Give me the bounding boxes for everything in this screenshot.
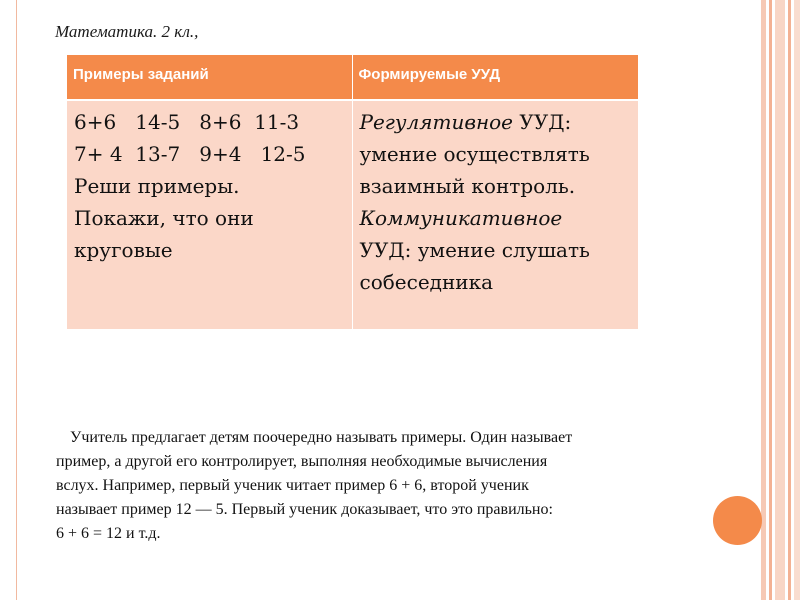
- header-uud: Формируемые УУД: [352, 55, 638, 100]
- examples-line: 6+6 14-5 8+6 11-3: [74, 110, 300, 134]
- paragraph-line: 6 + 6 = 12 и т.д.: [56, 525, 161, 542]
- description-paragraph: [56, 426, 716, 546]
- communicative-desc: собеседника: [359, 270, 494, 294]
- task-line: Реши примеры.: [74, 174, 240, 198]
- table-header-row: [67, 55, 638, 100]
- task-line: круговые: [74, 238, 173, 262]
- communicative-label: Коммуникативное: [359, 206, 563, 230]
- regulative-suffix: УУД:: [513, 110, 572, 134]
- header-examples: Примеры заданий: [67, 55, 352, 100]
- paragraph-line: пример, а другой его контролирует, выполняя необходимые вычисления: [56, 453, 548, 470]
- examples-line: 7+ 4 13-7 9+4 12-5: [74, 142, 306, 166]
- decorative-side-stripes: [761, 0, 800, 600]
- examples-cell: [67, 100, 352, 329]
- paragraph-line: вслух. Например, первый ученик читает пример 6 + 6, второй ученик: [56, 477, 529, 494]
- regulative-desc: умение осуществлять: [359, 142, 590, 166]
- regulative-desc: взаимный контроль.: [359, 174, 576, 198]
- communicative-desc: УУД: умение слушать: [359, 238, 590, 262]
- uud-table: [67, 55, 638, 329]
- paragraph-line: называет пример 12 — 5. Первый ученик доказывает, что это правильно:: [56, 501, 553, 518]
- decorative-circle: [713, 496, 762, 545]
- paragraph-line: Учитель предлагает детям поочередно называть примеры. Один называет: [70, 429, 573, 446]
- task-line: Покажи, что они: [74, 206, 254, 230]
- regulative-label: Регулятивное: [359, 110, 514, 134]
- regulative-line: [360, 106, 632, 138]
- subtitle: Математика. 2 кл.,: [55, 22, 199, 41]
- uud-cell: [352, 100, 638, 329]
- table-row: [67, 100, 638, 329]
